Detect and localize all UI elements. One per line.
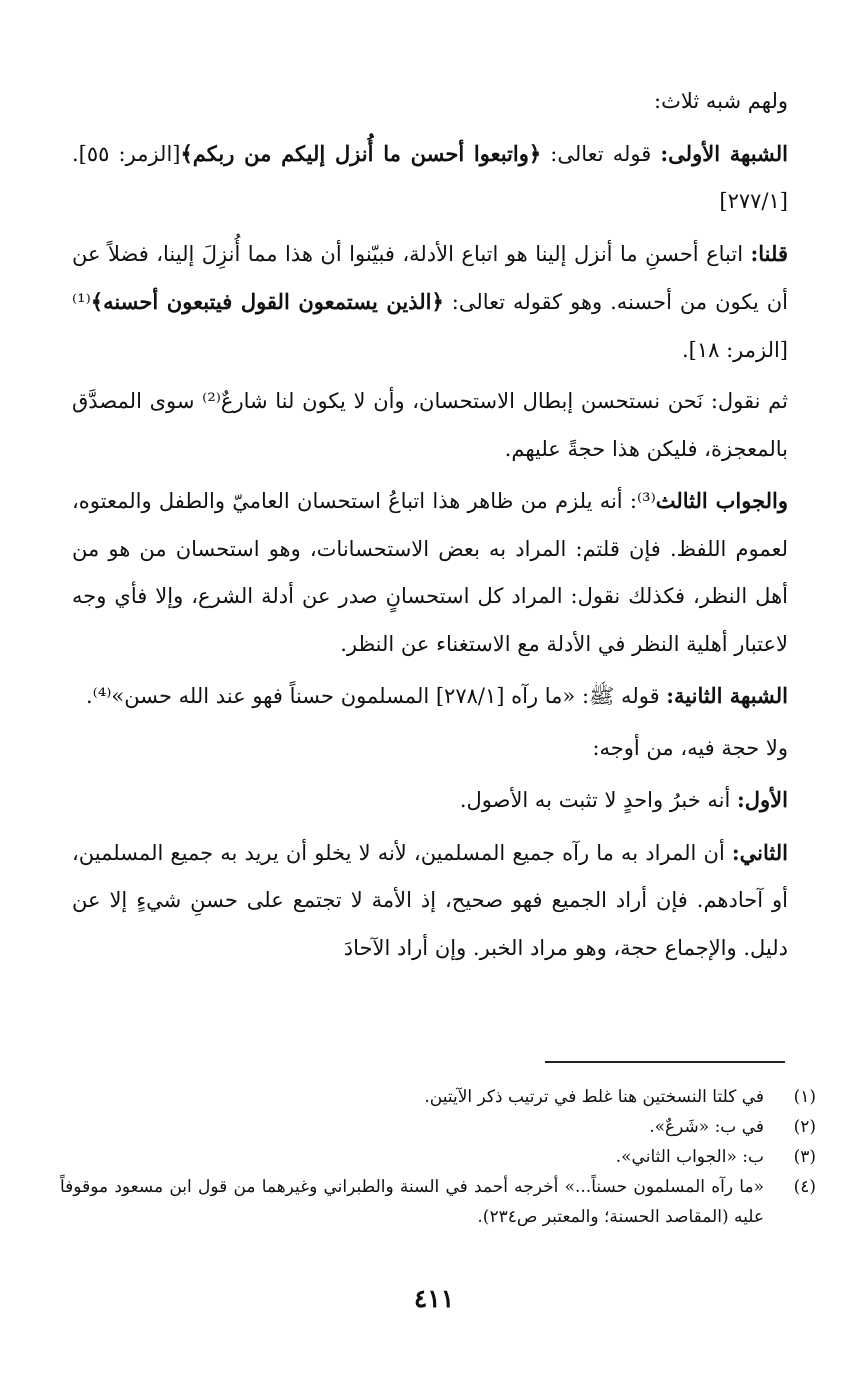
footnote-number: (١): [793, 1087, 816, 1107]
first-aspect-heading: الأول:: [737, 787, 788, 812]
first-aspect-text: أنه خبرُ واحدٍ لا تثبت به الأصول.: [459, 788, 738, 812]
intro-text: ولهم شبه ثلاث:: [654, 89, 788, 113]
footnote-number: (٢): [793, 1117, 816, 1137]
first-doubt-text: قوله تعالى:: [541, 141, 661, 166]
paragraph-then: [72, 378, 788, 473]
reply-heading: قلنا:: [750, 240, 788, 266]
footnote-number: (٣): [793, 1147, 816, 1167]
footnote-number: (٤): [793, 1177, 816, 1197]
footnote-item: [60, 1172, 816, 1232]
footnote-text: في ب: «شَرعٌ».: [649, 1117, 764, 1137]
then-text: ثم نقول: نَحن نستحسن إبطال الاستحسان، وأن لا يكون لنا شارعٌ⁽²⁾ سوى المصدَّق بالمعجزة، فليكن هذا حجةً عليهم.: [72, 389, 788, 461]
paragraph-no-proof: [72, 725, 788, 773]
reply-text: اتباع أحسنِ ما أنزل إلينا هو اتباع الأدلة، فبيّنوا أن هذا مما أُنزِلَ إلينا، فضلاً عن أن يكون من أحسنه. وهو كقوله تعالى:: [72, 241, 788, 314]
footnote-item: [60, 1142, 816, 1172]
first-doubt-heading: الشبهة الأولى:: [660, 140, 789, 166]
footnote-item: [60, 1112, 816, 1142]
paragraph-first-aspect: [72, 776, 788, 825]
paragraph-third-answer: [72, 477, 788, 668]
quran-verse: ﴿الذين يستمعون القول فيتبعون أحسنه﴾: [90, 289, 444, 314]
paragraph-second-doubt: [72, 672, 788, 721]
page-number: ٤١١: [413, 1284, 455, 1313]
main-text: [72, 78, 788, 976]
paragraph-first-doubt: [72, 130, 788, 226]
paragraph-reply: [72, 230, 788, 375]
footnote-divider: [545, 1061, 785, 1063]
third-answer-text: ⁽³⁾: أنه يلزم من ظاهر هذا اتباعُ استحسان العاميّ والطفل والمعتوه، لعموم اللفظ. فإن قلتم: المراد به بعض الاستحسانات، وهو استحسان من هو من أهل النظر، فكذلك نقول: المراد كل استحسانٍ صدر عن أدلة الشرع، وإلا فأي وجه لاعتبار أهلية النظر في الأدلة مع الاستغناء عن النظر.: [72, 489, 788, 656]
quran-verse: ﴿واتبعوا أحسن ما أُنزل إليكم من ربكم﴾: [180, 140, 542, 166]
footnote-text: «ما رآه المسلمون حسناً...» أخرجه أحمد في السنة والطبراني وغيرهما من قول ابن مسعود موقوفاً عليه (المقاصد الحسنة؛ والمعتبر ص٢٣٤).: [60, 1177, 764, 1227]
footnote-text: في كلتا النسختين هنا غلط في ترتيب ذكر الآيتين.: [424, 1087, 764, 1107]
verse-reference: ⁽¹⁾ [الزمر: ١٨].: [72, 290, 788, 362]
verse-reference: [الزمر: ٥٥]. [٢٧٧/١]: [72, 141, 788, 213]
second-doubt-heading: الشبهة الثانية:: [666, 683, 788, 708]
no-proof-text: ولا حجة فيه، من أوجه:: [592, 735, 788, 760]
footnote-text: ب: «الجواب الثاني».: [615, 1147, 764, 1167]
second-doubt-text: قوله ﷺ: «ما رآه [٢٧٨/١] المسلمون حسناً فهو عند الله حسن»⁽⁴⁾.: [86, 684, 667, 708]
second-aspect-heading: الثاني:: [731, 839, 788, 865]
footnotes: [60, 1082, 816, 1232]
paragraph-intro: [72, 78, 788, 126]
third-answer-heading: والجواب الثالث: [655, 488, 788, 513]
paragraph-second-aspect: [72, 829, 788, 973]
second-aspect-text: أن المراد به ما رآه جميع المسلمين، لأنه لا يخلو أن يريد به جميع المسلمين، أو آحادهم. فإن أراد الجميع فهو صحيح، إذ الأمة لا تجتمع على حسنِ شيءٍ إلا عن دليل. والإجماع حجة، وهو مراد الخبر. وإن أراد الآحادَ: [72, 840, 788, 960]
footnote-item: [60, 1082, 816, 1112]
